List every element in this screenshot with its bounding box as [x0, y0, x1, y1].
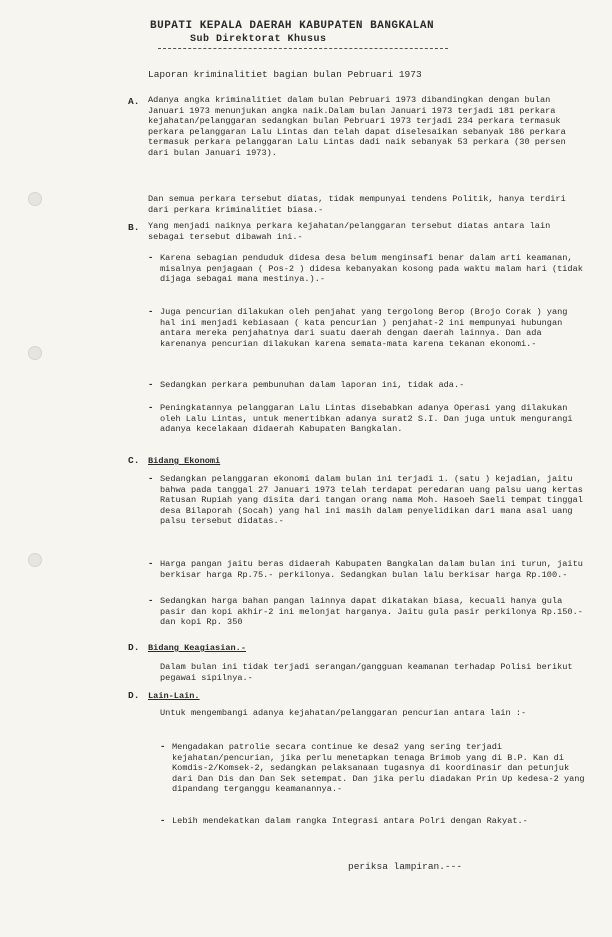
punch-hole	[28, 553, 42, 567]
section-b-bullet: Karena sebagian penduduk didesa desa belum menginsafi benar dalam arti keamanan, misalnya penjagaan ( Pos-2 ) didesa kebanyakan kosong pada waktu malam hari (tidak dijaga sebagai mana mestinya.).-	[160, 253, 589, 285]
section-a-label: A.	[128, 96, 140, 107]
section-d1-text: Dalam bulan ini tidak terjadi serangan/gangguan keamanan terhadap Polisi berikut pegawai sipilnya.-	[160, 662, 578, 683]
section-c-label: C.	[128, 455, 140, 466]
section-b-bullet: Juga pencurian dilakukan oleh penjahat yang tergolong Berop (Brojo Corak ) yang hal ini menjadi kebiasaan ( kata pencurian ) penjahat-2 ini mempunyai hubungan antara mereka penjahatnya dari suatu daerah dengan daerah lainnya. Dan ada karenanya pencurian dilakukan karena semata-mata karena tekanan ekonomi.-	[160, 307, 573, 349]
punch-hole	[28, 346, 42, 360]
section-c-bullet: Sedangkan pelanggaran ekonomi dalam bulan ini terjadi 1. (satu ) kejadian, jaitu bahwa pada tanggal 27 Januari 1973 telah terdapat peredaran uang palsu uang kertas Ratusan Rupiah yang disita dari tangan orang nama Moh. Hasoeh Saeli tempat tinggal desa Bilaporah (Socah) yang hal ini masih dalam penyelidikan dari mana asal uang palsu tersebut didatas.-	[160, 474, 589, 527]
section-b-bullet: Sedangkan perkara pembunuhan dalam laporan ini, tidak ada.-	[160, 380, 465, 390]
bullet-dash: -	[148, 403, 154, 413]
section-d2-bullet: Lebih mendekatkan dalam rangka Integrasi antara Polri dengan Rakyat.-	[172, 816, 528, 826]
section-c-heading: Bidang Ekonomi	[148, 456, 221, 466]
section-d2-heading: Lain-Lain.	[148, 691, 200, 701]
section-b-bullet: Peningkatannya pelanggaran Lalu Lintas disebabkan adanya Operasi yang dilakukan oleh Lalu Lintas, untuk menertibkan adanya surat2 S.I. Dan juga untuk mengurangi adanya kecelakaan didaerah Kabupaten Bangkalan.	[160, 403, 578, 435]
section-c-bullet: Harga pangan jaitu beras didaerah Kabupaten Bangkalan dalam bulan ini turun, jaitu berkisar harga Rp.75.- perkilonya. Sedangkan bulan lalu berkisar harga Rp.100.-	[160, 559, 589, 580]
report-title: Laporan kriminalitiet bagian bulan Pebruari 1973	[148, 69, 422, 80]
punch-hole	[28, 192, 42, 206]
bullet-dash: -	[160, 742, 166, 752]
section-a-paragraph-2: Dan semua perkara tersebut diatas, tidak mempunyai tendens Politik, hanya terdiri dari perkara kriminalitiet biasa.-	[148, 194, 571, 215]
section-b-intro: Yang menjadi naiknya perkara kejahatan/pelanggaran tersebut diatas antara lain sebagai tersebut dibawah ini.-	[148, 221, 556, 242]
bullet-dash: -	[148, 380, 154, 390]
section-d1-label: D.	[128, 642, 140, 653]
section-a-paragraph-1: Adanya angka kriminalitiet dalam bulan Pebruari 1973 dibandingkan dengan bulan Januari 1973 menunjukan angka naik.Dalam bulan Januari 1973 terjadi 181 perkara kejahatan/pelanggaran sedangkan bulan Pebruari 1973 terjadi 234 perkara termasuk perkara pelanggaran Lalu Lintas dan telah dapat diselesaikan sebanyak 186 perkara termasuk perkara pelanggaran Lalu Lintas dadi naik sebanyak 53 perkara (30 persen dari bulan Januari 1973).	[148, 95, 571, 158]
section-d2-intro: Untuk mengembangi adanya kejahatan/pelanggaran pencurian antara lain :-	[160, 708, 527, 718]
bullet-dash: -	[148, 596, 154, 606]
header-line-2: Sub Direktorat Khusus	[190, 34, 327, 45]
section-b-label: B.	[128, 222, 140, 233]
section-c-bullet: Sedangkan harga bahan pangan lainnya dapat dikatakan biasa, kecuali hanya gula pasir dan kopi akhir-2 ini melonjat harganya. Jaitu gula pasir perkilonya Rp.150.- dan kopi Rp. 350	[160, 596, 589, 628]
bullet-dash: -	[148, 253, 154, 263]
footer-note: periksa lampiran.---	[348, 861, 463, 872]
bullet-dash: -	[148, 307, 154, 317]
header-rule	[158, 48, 448, 49]
header-line-1: BUPATI KEPALA DAERAH KABUPATEN BANGKALAN	[150, 20, 435, 32]
section-d2-label: D.	[128, 690, 140, 701]
bullet-dash: -	[148, 559, 154, 569]
bullet-dash: -	[148, 474, 154, 484]
section-d2-bullet: Mengadakan patrolie secara continue ke desa2 yang sering terjadi kejahatan/pencurian, jika perlu menetapkan tenaga Brimob yang di B.P. Kan di Komdis-2/Komsek-2, sedangkan pelaksanaan tugasnya di koordinasir dan petunjuk dari Dan Dis dan Dan Sek setempat. Dan jika perlu diadakan Prin Up kedesa-2 yang dipandang terganggu keamanannya.-	[172, 742, 590, 795]
section-d1-heading: Bidang Keagiasian.-	[148, 643, 246, 653]
bullet-dash: -	[160, 816, 166, 826]
